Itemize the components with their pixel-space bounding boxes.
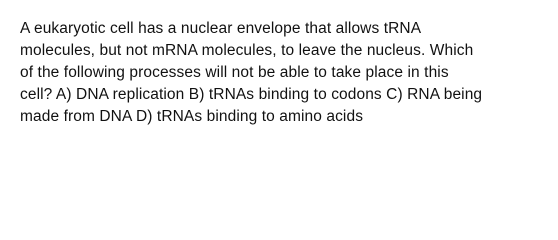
question-line: made from DNA D) tRNAs binding to amino acids [20, 108, 364, 125]
question-text [20, 18, 550, 128]
question-line: A eukaryotic cell has a nuclear envelope that allows tRNA [20, 20, 422, 37]
question-block [20, 18, 550, 128]
question-line: molecules, but not mRNA molecules, to leave the nucleus. Which [20, 42, 474, 59]
question-line: cell? A) DNA replication B) tRNAs binding to codons C) RNA being [20, 86, 483, 103]
question-line: of the following processes will not be able to take place in this [20, 64, 449, 81]
